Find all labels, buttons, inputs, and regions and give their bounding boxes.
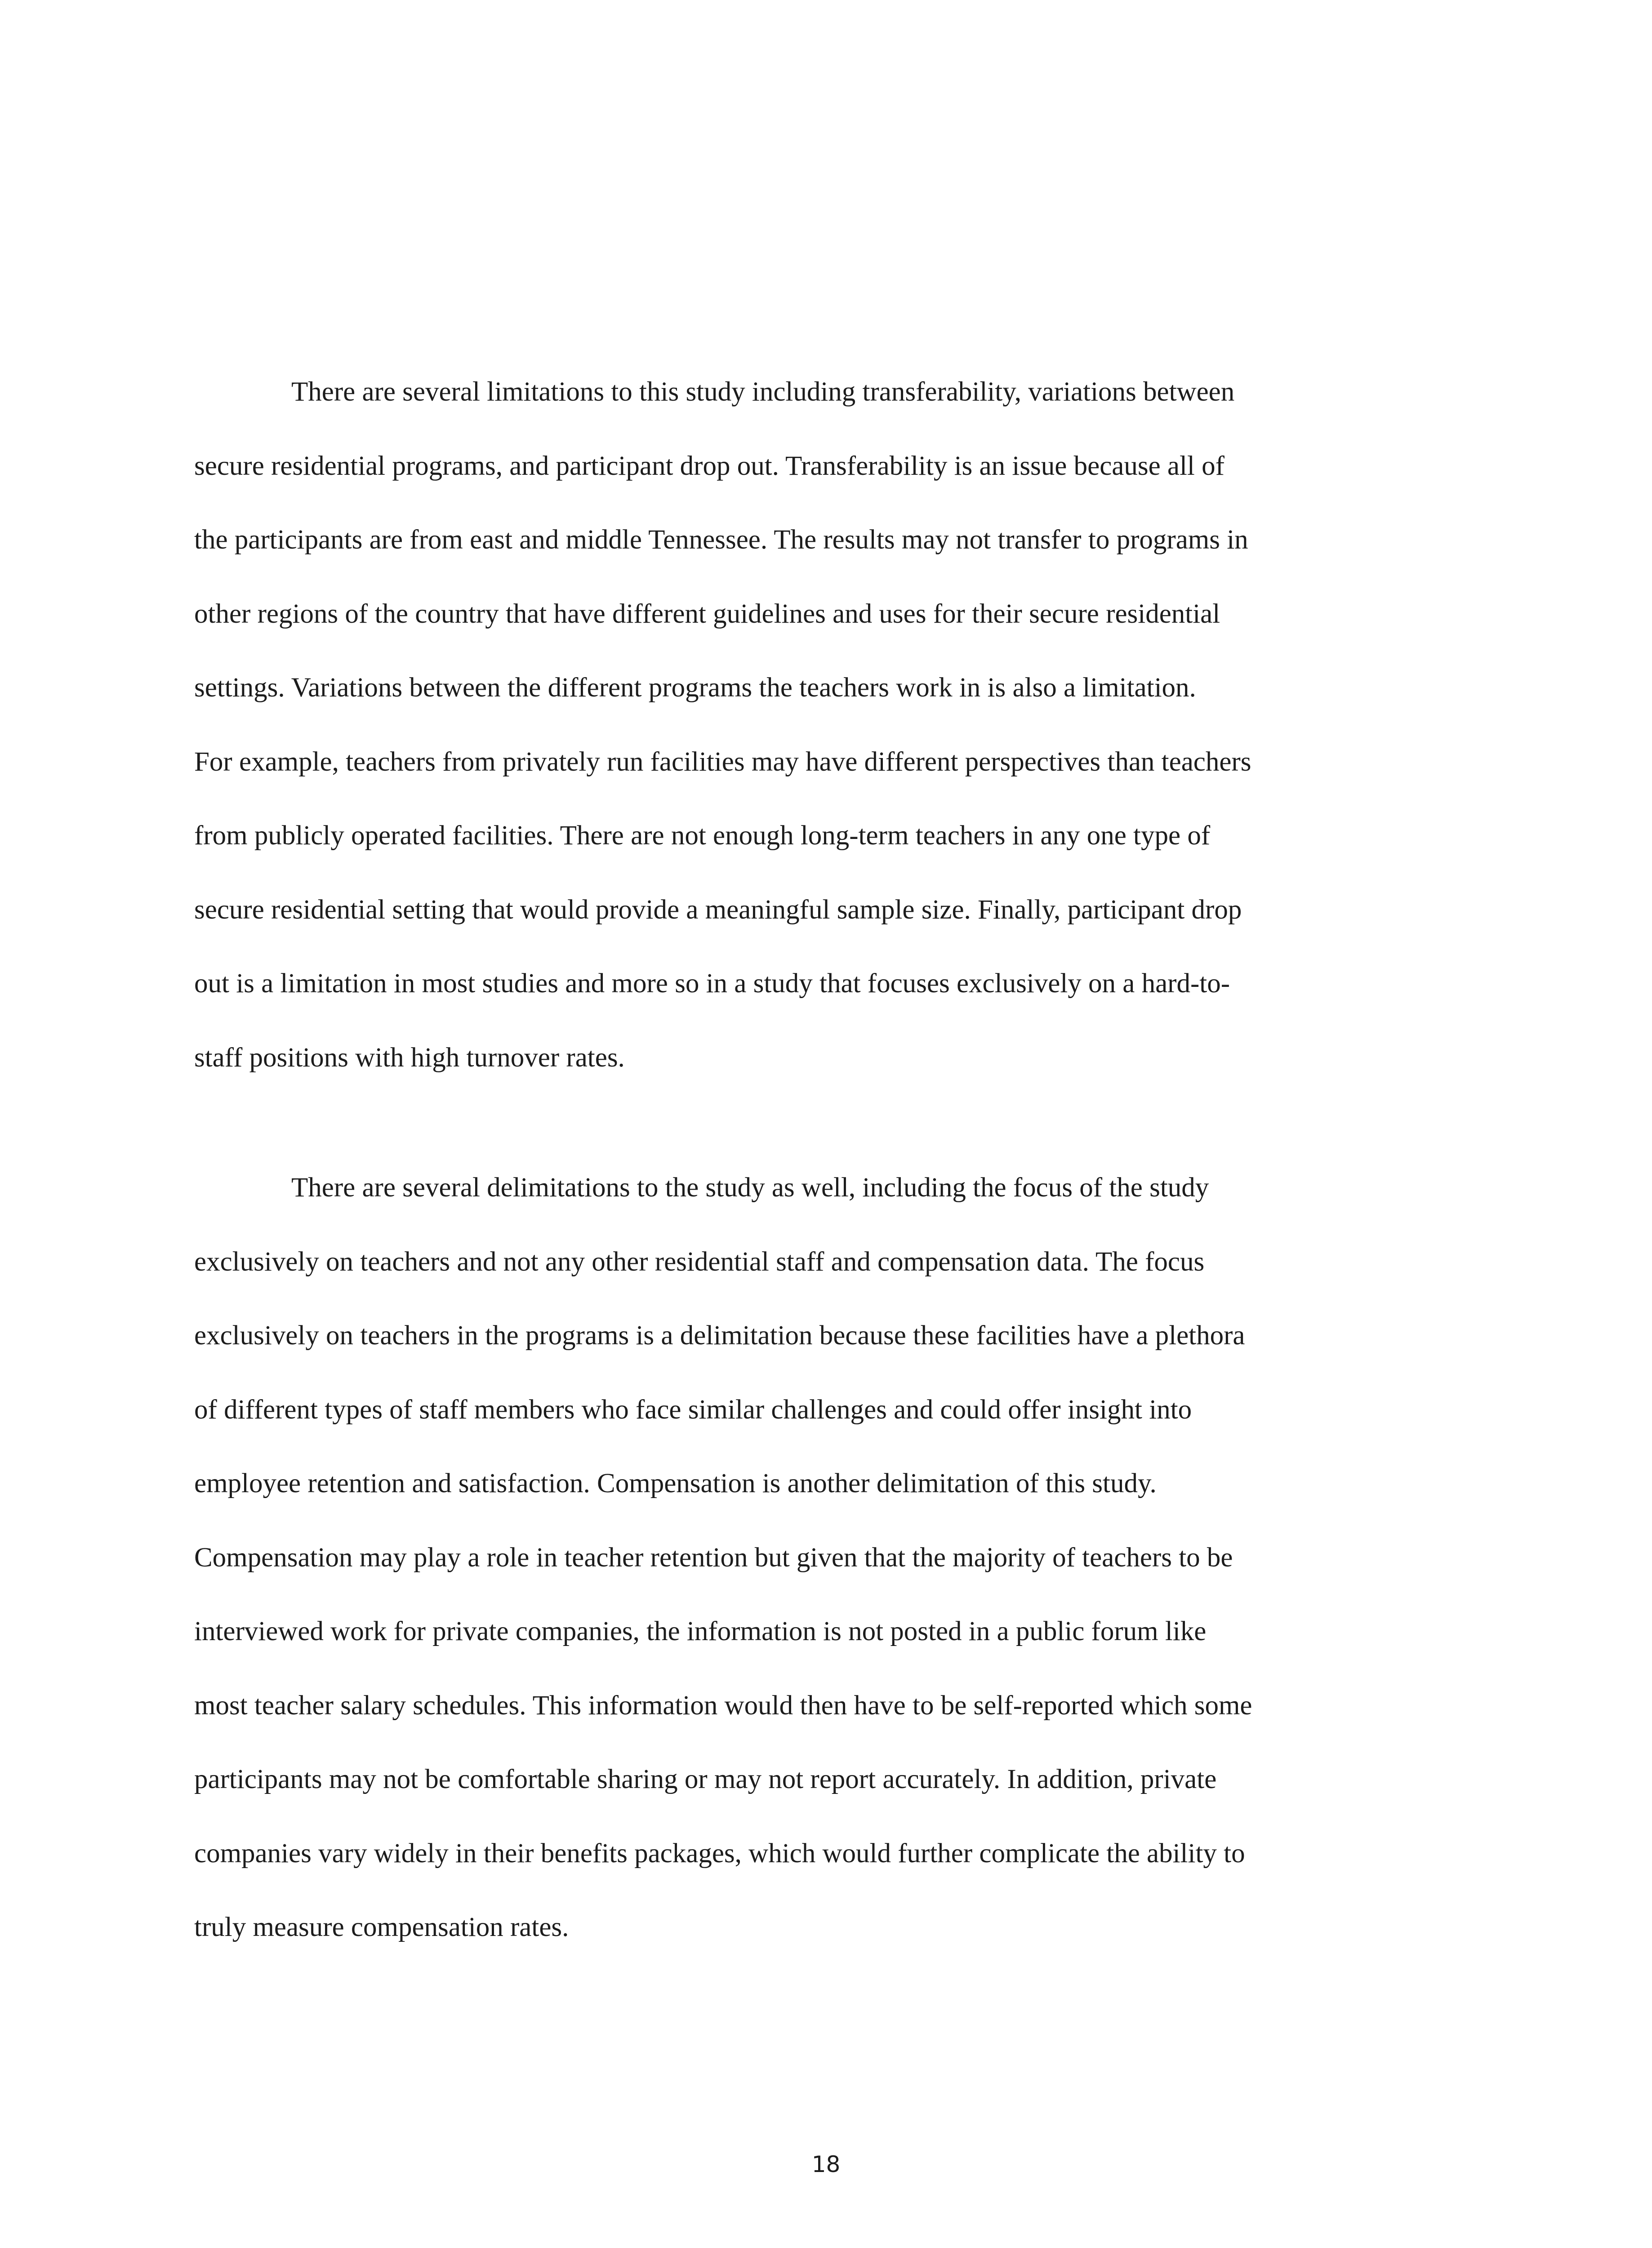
text-line: truly measure compensation rates. (194, 1912, 569, 1942)
paragraph-delimitations (194, 1151, 1457, 1965)
page-number: 18 (811, 2151, 841, 2177)
text-line: from publicly operated facilities. There are not enough long-term teachers in any one type of (194, 821, 1211, 851)
text-line: staff positions with high turnover rates. (194, 1042, 625, 1073)
text-line: Compensation may play a role in teacher retention but given that the majority of teachers to be (194, 1542, 1233, 1573)
text-line: participants may not be comfortable sharing or may not report accurately. In addition, private (194, 1764, 1217, 1794)
paragraph-limitations (194, 355, 1457, 1095)
text-line: employee retention and satisfaction. Compensation is another delimitation of this study. (194, 1468, 1157, 1499)
text-line: secure residential setting that would provide a meaningful sample size. Finally, participant drop (194, 894, 1242, 925)
text-line: of different types of staff members who face similar challenges and could offer insight into (194, 1394, 1192, 1425)
text-line: interviewed work for private companies, the information is not posted in a public forum like (194, 1616, 1207, 1646)
text-line: the participants are from east and middle Tennessee. The results may not transfer to programs in (194, 525, 1248, 555)
text-line: exclusively on teachers and not any other residential staff and compensation data. The focus (194, 1246, 1205, 1277)
text-line: most teacher salary schedules. This information would then have to be self-reported which some (194, 1690, 1252, 1721)
text-line: settings. Variations between the different programs the teachers work in is also a limitation. (194, 673, 1196, 703)
text-line: companies vary widely in their benefits packages, which would further complicate the ability to (194, 1838, 1245, 1869)
text-line: exclusively on teachers in the programs is a delimitation because these facilities have a plethora (194, 1320, 1245, 1351)
text-line: other regions of the country that have different guidelines and uses for their secure residential (194, 598, 1220, 629)
text-line: There are several limitations to this study including transferability, variations between (291, 377, 1235, 407)
text-line: secure residential programs, and participant drop out. Transferability is an issue because all of (194, 450, 1225, 481)
text-line: There are several delimitations to the study as well, including the focus of the study (291, 1173, 1209, 1203)
text-line: For example, teachers from privately run facilities may have different perspectives than teachers (194, 746, 1251, 777)
text-line: out is a limitation in most studies and more so in a study that focuses exclusively on a hard-to- (194, 968, 1230, 999)
